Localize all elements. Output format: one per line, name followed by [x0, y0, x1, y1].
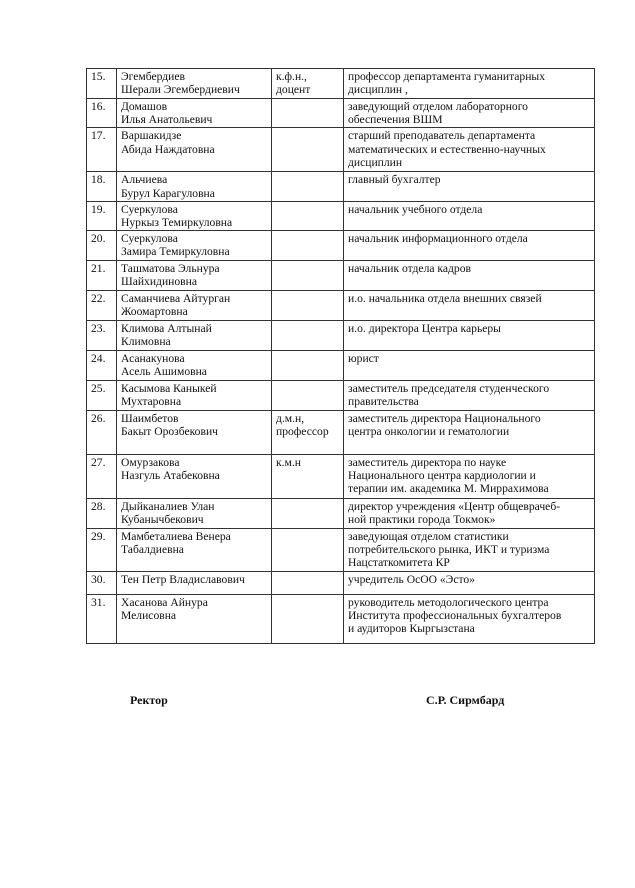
academic-degree: д.м.н, профессор — [272, 410, 344, 454]
table-row — [87, 528, 595, 571]
academic-degree — [272, 231, 344, 261]
table-row — [87, 128, 595, 172]
person-name: Суеркулова Замира Темиркуловна — [117, 231, 272, 261]
academic-degree — [272, 380, 344, 410]
table-row — [87, 291, 595, 321]
table-row — [87, 261, 595, 291]
staff-table — [86, 68, 595, 644]
person-name: Климова Алтынай Климовна — [117, 321, 272, 351]
position-title: главный бухгалтер — [344, 172, 595, 201]
row-number: 15. — [87, 69, 117, 99]
position-title: начальник информационного отдела — [344, 231, 595, 261]
row-number: 23. — [87, 321, 117, 351]
position-title: заведующий отделом лабораторного обеспечения ВШМ — [344, 99, 595, 128]
row-number: 31. — [87, 594, 117, 643]
academic-degree — [272, 321, 344, 351]
table-row — [87, 410, 595, 454]
table-row — [87, 99, 595, 128]
table-row — [87, 69, 595, 99]
position-title: начальник отдела кадров — [344, 261, 595, 291]
position-title: заведующая отделом статистики потребительского рынка, ИКТ и туризма Нацстаткомитета КР — [344, 528, 595, 571]
person-name: Шаимбетов Бакыт Орозбекович — [117, 410, 272, 454]
academic-degree — [272, 571, 344, 594]
signature-title: Ректор — [130, 693, 168, 707]
academic-degree — [272, 528, 344, 571]
row-number: 21. — [87, 261, 117, 291]
table-row — [87, 231, 595, 261]
academic-degree — [272, 99, 344, 128]
person-name: Хасанова Айнура Мелисовна — [117, 594, 272, 643]
position-title: заместитель директора по науке Национального центра кардиологии и терапии им. академика М. Миррахимова — [344, 454, 595, 498]
person-name: Асанакунова Асель Ашимовна — [117, 351, 272, 380]
position-title: юрист — [344, 351, 595, 380]
person-name: Омурзакова Назгуль Атабековна — [117, 454, 272, 498]
row-number: 18. — [87, 172, 117, 201]
position-title: директор учреждения «Центр общеврачеб- ной практики города Токмок» — [344, 498, 595, 528]
position-title: заместитель директора Национального центра онкологии и гематологии — [344, 410, 595, 454]
person-name: Варшакидзе Абида Наждатовна — [117, 128, 272, 172]
academic-degree — [272, 498, 344, 528]
academic-degree — [272, 261, 344, 291]
person-name: Ташматова Эльнура Шайхидиновна — [117, 261, 272, 291]
staff-table-body — [87, 69, 595, 644]
row-number: 19. — [87, 201, 117, 230]
person-name: Альчиева Бурул Карагуловна — [117, 172, 272, 201]
table-row — [87, 172, 595, 201]
person-name: Тен Петр Владиславович — [117, 571, 272, 594]
person-name: Саманчиева Айтурган Жоомартовна — [117, 291, 272, 321]
table-row — [87, 571, 595, 594]
row-number: 24. — [87, 351, 117, 380]
table-row — [87, 201, 595, 230]
table-row — [87, 498, 595, 528]
row-number: 17. — [87, 128, 117, 172]
person-name: Мамбеталиева Венера Табалдиевна — [117, 528, 272, 571]
person-name: Домашов Илья Анатольевич — [117, 99, 272, 128]
academic-degree: к.ф.н., доцент — [272, 69, 344, 99]
position-title: профессор департамента гуманитарных дисциплин , — [344, 69, 595, 99]
row-number: 22. — [87, 291, 117, 321]
row-number: 29. — [87, 528, 117, 571]
table-row — [87, 351, 595, 380]
academic-degree — [272, 594, 344, 643]
position-title: начальник учебного отдела — [344, 201, 595, 230]
person-name: Эгембердиев Шерали Эгембердиевич — [117, 69, 272, 99]
row-number: 26. — [87, 410, 117, 454]
row-number: 25. — [87, 380, 117, 410]
person-name: Касымова Каныкей Мухтаровна — [117, 380, 272, 410]
row-number: 30. — [87, 571, 117, 594]
row-number: 16. — [87, 99, 117, 128]
signature-name: С.Р. Сирмбард — [426, 693, 505, 707]
table-row — [87, 454, 595, 498]
position-title: заместитель председателя студенческого правительства — [344, 380, 595, 410]
academic-degree — [272, 172, 344, 201]
row-number: 20. — [87, 231, 117, 261]
position-title: и.о. директора Центра карьеры — [344, 321, 595, 351]
position-title: руководитель методологического центра Института профессиональных бухгалтеров и аудиторов Кыргызстана — [344, 594, 595, 643]
table-row — [87, 380, 595, 410]
person-name: Суеркулова Нуркыз Темиркуловна — [117, 201, 272, 230]
person-name: Дыйканалиев Улан Кубанычбекович — [117, 498, 272, 528]
position-title: учредитель ОсОО «Эсто» — [344, 571, 595, 594]
academic-degree — [272, 291, 344, 321]
academic-degree: к.м.н — [272, 454, 344, 498]
row-number: 28. — [87, 498, 117, 528]
table-row — [87, 594, 595, 643]
position-title: и.о. начальника отдела внешних связей — [344, 291, 595, 321]
academic-degree — [272, 128, 344, 172]
academic-degree — [272, 351, 344, 380]
table-row — [87, 321, 595, 351]
row-number: 27. — [87, 454, 117, 498]
position-title: старший преподаватель департамента математических и естественно-научных дисциплин — [344, 128, 595, 172]
academic-degree — [272, 201, 344, 230]
